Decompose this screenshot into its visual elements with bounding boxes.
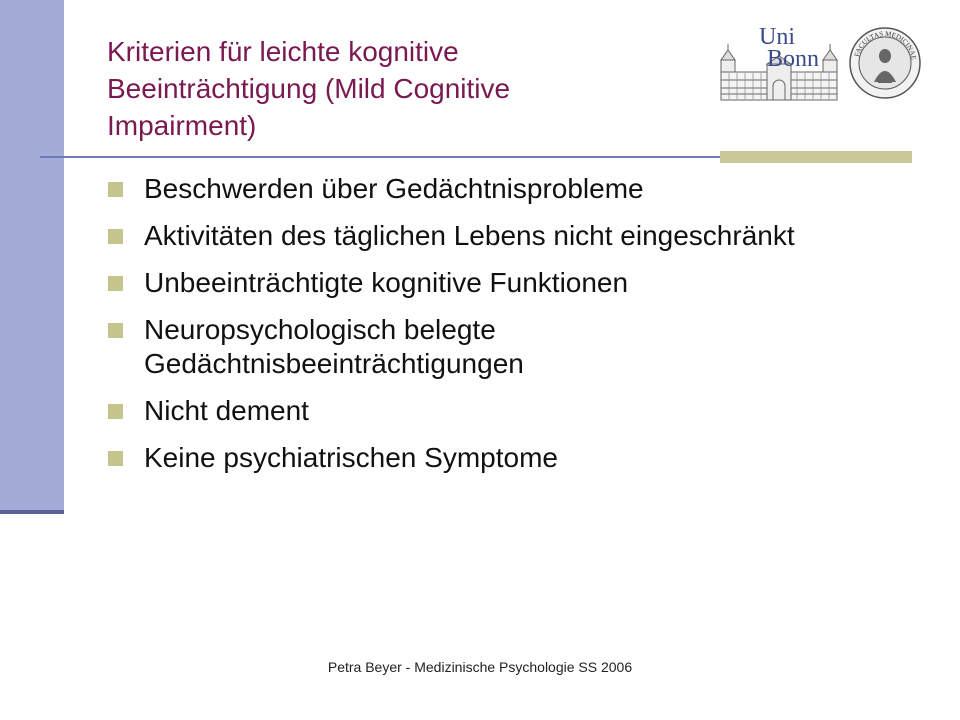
square-bullet-icon: [108, 451, 123, 466]
list-item: [107, 394, 795, 428]
list-item: [107, 172, 795, 206]
uni-bonn-logo: [715, 22, 843, 104]
bullet-text: Unbeeinträchtigte kognitive Funktionen: [144, 267, 629, 298]
bullet-text: Aktivitäten des täglichen Lebens nicht eingeschränkt: [144, 220, 795, 251]
title-line: Impairment): [107, 110, 257, 141]
list-item: [107, 441, 795, 475]
list-item: [107, 313, 795, 381]
title-divider-accent: [720, 151, 912, 163]
bullet-text: Neuropsychologisch belegte: [144, 314, 496, 345]
logo-uni-text: Uni: [759, 24, 795, 50]
list-item: [107, 266, 795, 300]
title-line: Kriterien für leichte kognitive: [107, 36, 459, 67]
square-bullet-icon: [108, 276, 123, 291]
logo-bonn-text: Bonn: [767, 46, 820, 72]
bullet-text-continuation: Gedächtnisbeeinträchtigungen: [144, 348, 524, 379]
left-accent-bar: [0, 0, 64, 512]
seal-text: FACULTAS MEDICINAE: [852, 29, 918, 61]
list-item: [107, 219, 795, 253]
square-bullet-icon: [108, 323, 123, 338]
square-bullet-icon: [108, 404, 123, 419]
slide-title: [107, 33, 627, 144]
square-bullet-icon: [108, 182, 123, 197]
bullet-list: [107, 172, 795, 488]
slide-footer: Petra Beyer - Medizinische Psychologie SS 2006: [327, 659, 633, 675]
title-line: Beeinträchtigung (Mild Cognitive: [107, 73, 511, 104]
left-accent-bar-shadow: [0, 510, 64, 514]
square-bullet-icon: [108, 229, 123, 244]
bullet-text: Keine psychiatrischen Symptome: [144, 442, 558, 473]
faculty-seal: [848, 26, 922, 100]
bullet-text: Nicht dement: [144, 395, 309, 426]
bullet-text: Beschwerden über Gedächtnisprobleme: [144, 173, 644, 204]
